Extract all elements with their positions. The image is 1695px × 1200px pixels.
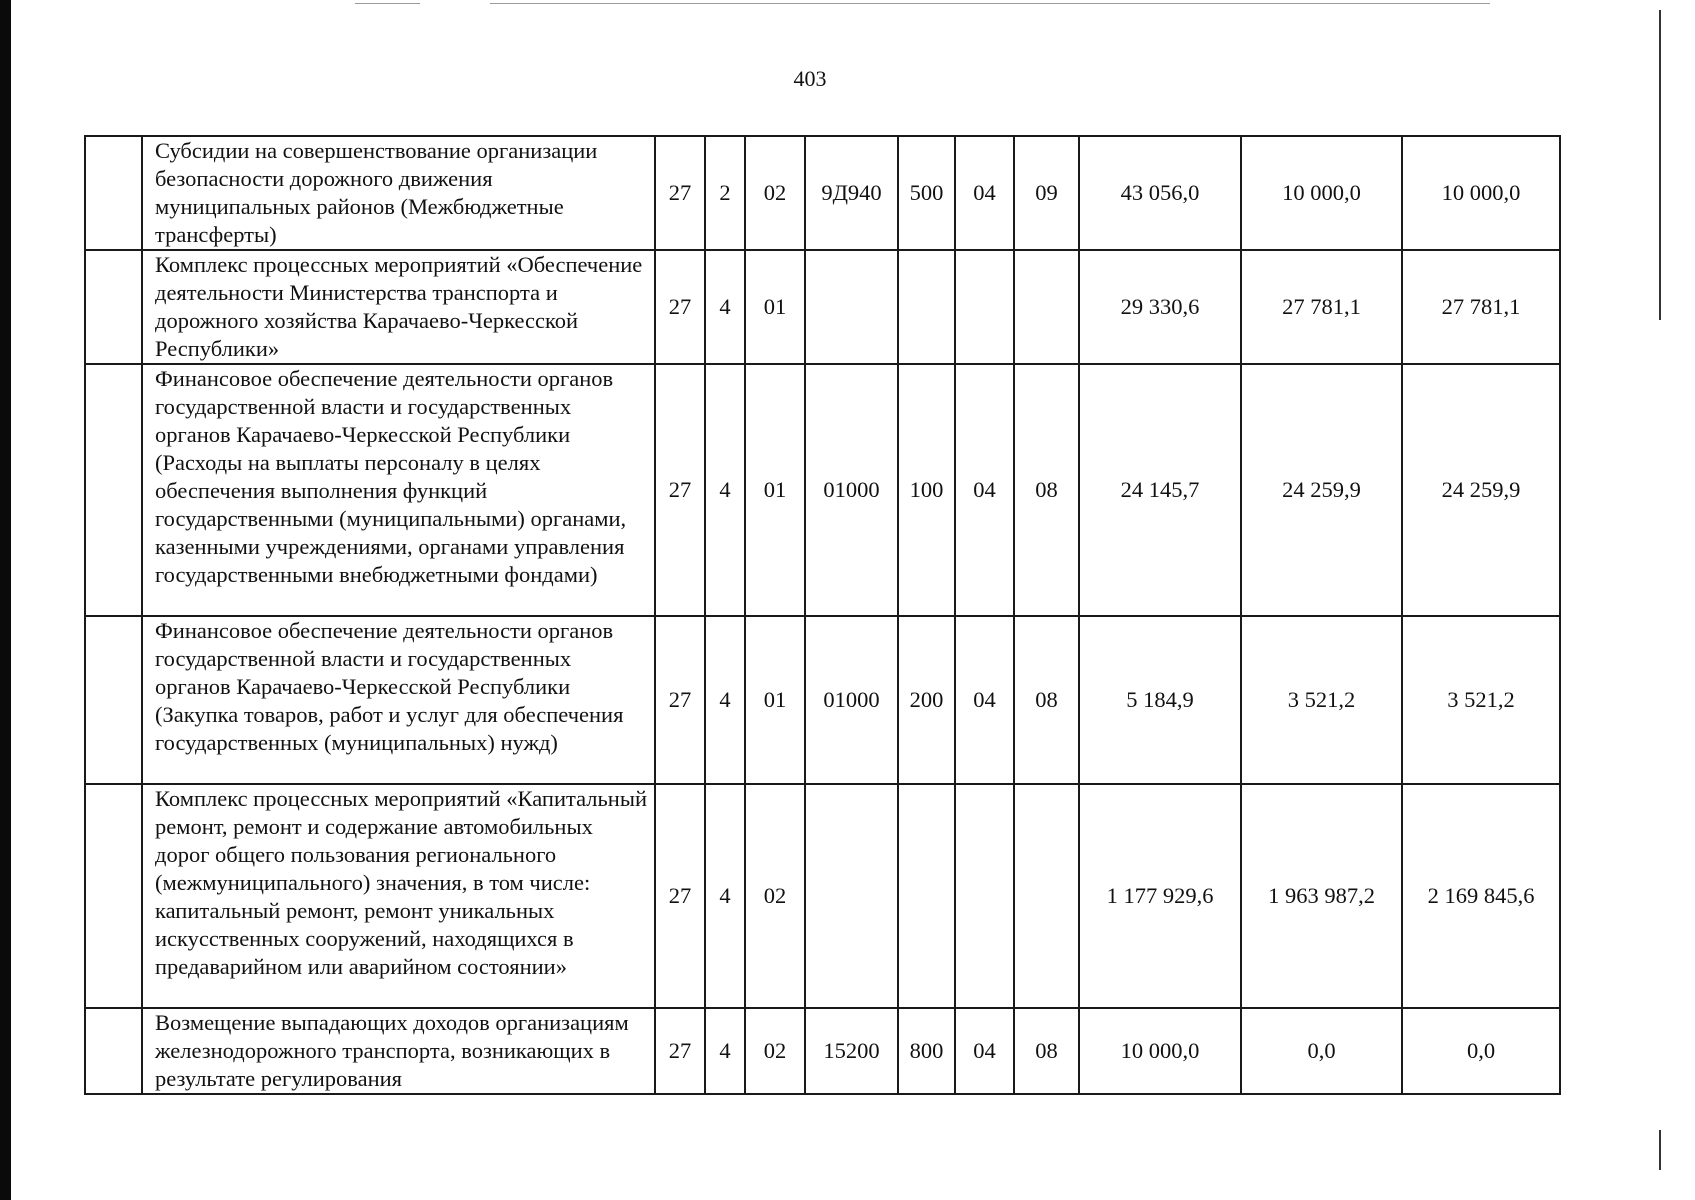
amount-cell: 1 177 929,6 [1079, 784, 1241, 1008]
code-cell [805, 250, 898, 364]
amount-cell: 10 000,0 [1402, 136, 1560, 250]
expense-name: Комплекс процессных мероприятий «Капитальный ремонт, ремонт и содержание автомобильных дорог общего пользования регионального (межмуниципального) значения, в том числе: капитальный ремонт, ремонт уникальных искусственных сооружений, находящихся в предаварийном или аварийном состоянии» [142, 784, 655, 1008]
code-cell: 4 [705, 250, 745, 364]
amount-cell: 24 145,7 [1079, 364, 1241, 616]
code-cell [955, 250, 1014, 364]
code-cell: 27 [655, 364, 705, 616]
expense-name: Финансовое обеспечение деятельности органов государственной власти и государственных органов Карачаево-Черкесской Республики (Закупка товаров, работ и услуг для обеспечения государственных (муниципальных) нужд) [142, 616, 655, 784]
amount-cell: 10 000,0 [1079, 1008, 1241, 1094]
amount-cell: 0,0 [1241, 1008, 1402, 1094]
code-cell: 2 [705, 136, 745, 250]
page-number: 403 [793, 66, 827, 91]
table-row [85, 784, 1560, 1008]
table-row [85, 364, 1560, 616]
code-cell: 27 [655, 784, 705, 1008]
code-cell: 500 [898, 136, 955, 250]
amount-cell: 2 169 845,6 [1402, 784, 1560, 1008]
amount-cell: 10 000,0 [1241, 136, 1402, 250]
scan-top-line [490, 3, 1490, 4]
blank-cell [85, 136, 142, 250]
code-cell: 800 [898, 1008, 955, 1094]
amount-cell: 27 781,1 [1241, 250, 1402, 364]
code-cell: 27 [655, 136, 705, 250]
code-cell: 200 [898, 616, 955, 784]
amount-cell: 27 781,1 [1402, 250, 1560, 364]
budget-table [84, 135, 1561, 1095]
code-cell: 04 [955, 1008, 1014, 1094]
code-cell [955, 784, 1014, 1008]
code-cell: 01 [745, 616, 805, 784]
amount-cell: 3 521,2 [1402, 616, 1560, 784]
code-cell: 02 [745, 1008, 805, 1094]
code-cell: 01000 [805, 364, 898, 616]
code-cell: 08 [1014, 1008, 1079, 1094]
expense-name: Финансовое обеспечение деятельности органов государственной власти и государственных органов Карачаево-Черкесской Республики (Расходы на выплаты персоналу в целях обеспечения выполнения функций государственными (муниципальными) органами, казенными учреждениями, органами управления государственными внебюджетными фондами) [142, 364, 655, 616]
amount-cell: 24 259,9 [1241, 364, 1402, 616]
code-cell: 02 [745, 136, 805, 250]
code-cell [805, 784, 898, 1008]
code-cell: 100 [898, 364, 955, 616]
expense-name: Возмещение выпадающих доходов организациям железнодорожного транспорта, возникающих в результате регулирования [142, 1008, 655, 1094]
scan-right-line [1659, 10, 1661, 320]
code-cell: 4 [705, 364, 745, 616]
code-cell: 01 [745, 364, 805, 616]
code-cell: 4 [705, 616, 745, 784]
expense-name: Субсидии на совершенствование организации безопасности дорожного движения муниципальных районов (Межбюджетные трансферты) [142, 136, 655, 250]
scan-right-line [1659, 1130, 1661, 1170]
code-cell [898, 250, 955, 364]
code-cell: 9Д940 [805, 136, 898, 250]
code-cell: 01 [745, 250, 805, 364]
blank-cell [85, 364, 142, 616]
table-row [85, 250, 1560, 364]
code-cell: 15200 [805, 1008, 898, 1094]
table-row [85, 136, 1560, 250]
scan-top-line [355, 3, 420, 4]
amount-cell: 29 330,6 [1079, 250, 1241, 364]
code-cell: 4 [705, 784, 745, 1008]
code-cell: 27 [655, 1008, 705, 1094]
table-row [85, 1008, 1560, 1094]
blank-cell [85, 250, 142, 364]
amount-cell: 0,0 [1402, 1008, 1560, 1094]
blank-cell [85, 616, 142, 784]
code-cell: 04 [955, 136, 1014, 250]
blank-cell [85, 784, 142, 1008]
code-cell [1014, 784, 1079, 1008]
code-cell [898, 784, 955, 1008]
code-cell: 01000 [805, 616, 898, 784]
scan-edge-left [0, 0, 11, 1200]
code-cell: 08 [1014, 616, 1079, 784]
code-cell: 09 [1014, 136, 1079, 250]
code-cell: 08 [1014, 364, 1079, 616]
blank-cell [85, 1008, 142, 1094]
amount-cell: 3 521,2 [1241, 616, 1402, 784]
code-cell: 04 [955, 616, 1014, 784]
code-cell: 02 [745, 784, 805, 1008]
amount-cell: 43 056,0 [1079, 136, 1241, 250]
amount-cell: 24 259,9 [1402, 364, 1560, 616]
code-cell: 27 [655, 616, 705, 784]
code-cell: 04 [955, 364, 1014, 616]
expense-name: Комплекс процессных мероприятий «Обеспечение деятельности Министерства транспорта и дорожного хозяйства Карачаево-Черкесской Республики» [142, 250, 655, 364]
code-cell [1014, 250, 1079, 364]
amount-cell: 5 184,9 [1079, 616, 1241, 784]
code-cell: 4 [705, 1008, 745, 1094]
amount-cell: 1 963 987,2 [1241, 784, 1402, 1008]
table-row [85, 616, 1560, 784]
code-cell: 27 [655, 250, 705, 364]
